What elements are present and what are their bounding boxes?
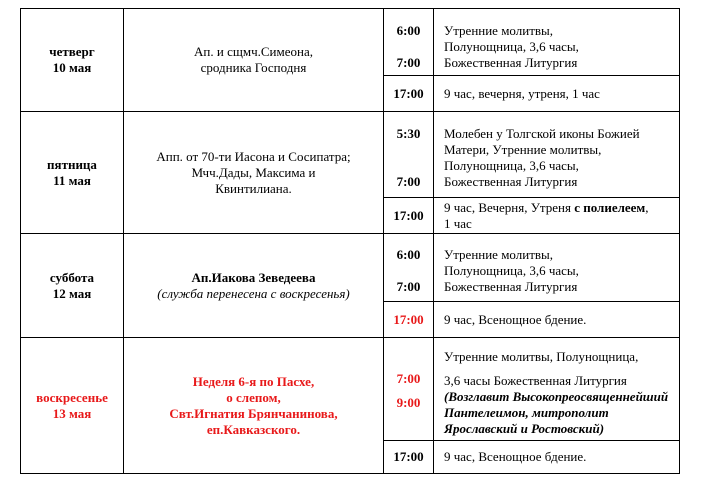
feast-line: Квинтилиана. bbox=[215, 180, 292, 196]
weekday-label: воскресенье bbox=[36, 389, 108, 405]
service-line bbox=[444, 200, 673, 216]
feast-cell-sunday bbox=[124, 338, 384, 474]
time-label: 7:00 bbox=[396, 173, 421, 189]
time-label: 7:00 bbox=[396, 371, 421, 386]
service-line: Божественная Литургия bbox=[444, 173, 578, 189]
date-label: 12 мая bbox=[52, 285, 92, 301]
feast-line: Неделя 6-я по Пасхе, bbox=[192, 373, 315, 389]
service-line: 3,6 часы Божественная Литургия bbox=[444, 373, 627, 388]
service-line: Полунощница, 3,6 часы, bbox=[444, 262, 579, 278]
morning-time-cell bbox=[384, 338, 434, 441]
service-text: 9 час, Вечерня, Утреня bbox=[444, 199, 575, 215]
time-spacer bbox=[384, 158, 433, 174]
day-cell-friday bbox=[21, 112, 124, 234]
feast-cell-friday bbox=[124, 112, 384, 234]
day-cell-sunday bbox=[21, 338, 124, 474]
service-line: Молебен у Толгской иконы Божией bbox=[444, 125, 640, 141]
feast-title: Ап.Иакова Зеведеева bbox=[191, 269, 316, 285]
time-label: 7:00 bbox=[396, 278, 421, 294]
note-line: (Возглавит Высокопреосвященнейший bbox=[444, 389, 669, 404]
morning-services-cell bbox=[434, 9, 680, 76]
weekday-label: суббота bbox=[49, 269, 95, 285]
morning-time-cell bbox=[384, 9, 434, 76]
time-spacer bbox=[384, 263, 433, 279]
day-cell-saturday bbox=[21, 234, 124, 338]
evening-service-cell: 9 час, Всенощное бдение. bbox=[434, 302, 680, 338]
time-label: 5:30 bbox=[396, 125, 421, 141]
time-spacer bbox=[384, 387, 433, 395]
morning-time-cell bbox=[384, 112, 434, 198]
service-line: Утренние молитвы, Полунощница, bbox=[444, 349, 639, 364]
service-line: Утренние молитвы, bbox=[444, 22, 554, 38]
day-cell-thursday bbox=[21, 9, 124, 112]
evening-service-cell: 9 час, вечерня, утреня, 1 час bbox=[434, 76, 680, 112]
feast-cell-saturday bbox=[124, 234, 384, 338]
morning-services-cell bbox=[434, 234, 680, 302]
service-line: Полунощница, 3,6 часы, bbox=[444, 38, 579, 54]
time-label: 9:00 bbox=[396, 395, 421, 410]
service-line: Божественная Литургия bbox=[444, 54, 578, 70]
polyeleos-text: с полиелеем bbox=[574, 199, 646, 215]
morning-services-cell bbox=[434, 338, 680, 441]
feast-cell-thursday bbox=[124, 9, 384, 112]
evening-service-cell: 9 час, Всенощное бдение. bbox=[434, 441, 680, 474]
weekday-label: четверг bbox=[49, 44, 95, 59]
feast-line: Свт.Игнатия Брянчанинова, bbox=[169, 405, 338, 421]
service-spacer bbox=[444, 365, 673, 373]
feast-line: еп.Кавказского. bbox=[206, 421, 301, 437]
day-row-thursday-morning bbox=[21, 9, 680, 76]
feast-line: Апп. от 70-ти Иасона и Сосипатра; bbox=[156, 148, 351, 164]
time-spacer bbox=[384, 142, 433, 158]
weekday-label: пятница bbox=[47, 156, 97, 172]
evening-time-cell: 17:00 bbox=[384, 302, 434, 338]
feast-line: сродника Господня bbox=[200, 60, 307, 75]
day-row-friday-morning bbox=[21, 112, 680, 198]
time-label: 6:00 bbox=[396, 246, 421, 262]
service-line: Матери, Утренние молитвы, bbox=[444, 141, 602, 157]
service-line: Полунощница, 3,6 часы, bbox=[444, 157, 579, 173]
feast-line: Мчч.Дады, Максима и bbox=[191, 164, 316, 180]
time-label: 7:00 bbox=[396, 54, 421, 70]
service-text: , bbox=[645, 199, 649, 215]
date-label: 10 мая bbox=[52, 60, 92, 75]
morning-time-cell bbox=[384, 234, 434, 302]
evening-time-cell: 17:00 bbox=[384, 76, 434, 112]
day-row-saturday-morning bbox=[21, 234, 680, 302]
service-line: Утренние молитвы, bbox=[444, 246, 554, 262]
service-line: 1 час bbox=[444, 215, 472, 231]
date-label: 11 мая bbox=[53, 172, 91, 188]
evening-time-cell: 17:00 bbox=[384, 441, 434, 474]
date-label: 13 мая bbox=[52, 405, 92, 421]
note-line: Ярославский и Ростовский) bbox=[444, 421, 605, 436]
time-label: 6:00 bbox=[396, 22, 421, 38]
feast-line: о слепом, bbox=[226, 389, 281, 405]
evening-service-cell bbox=[434, 198, 680, 234]
note-line: Пантелеимон, митрополит bbox=[444, 405, 609, 420]
time-spacer bbox=[384, 39, 433, 55]
service-schedule-table bbox=[20, 8, 680, 474]
feast-note: (служба перенесена с воскресенья) bbox=[157, 285, 350, 301]
morning-services-cell bbox=[434, 112, 680, 198]
feast-line: Ап. и сщмч.Симеона, bbox=[194, 44, 313, 59]
service-line: Божественная Литургия bbox=[444, 278, 578, 294]
day-row-sunday-morning bbox=[21, 338, 680, 441]
evening-time-cell: 17:00 bbox=[384, 198, 434, 234]
